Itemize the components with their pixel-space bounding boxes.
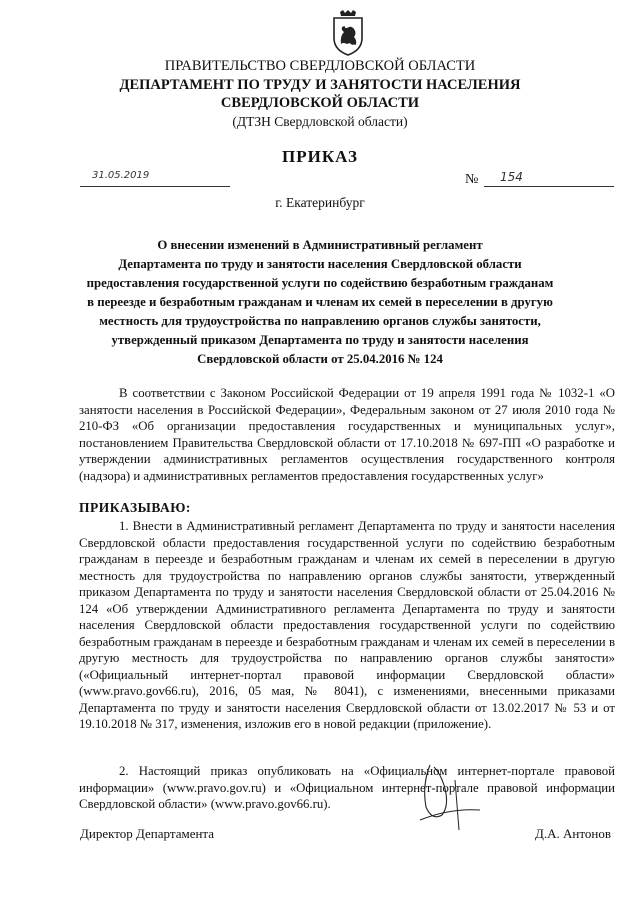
date-value: 31.05.2019 bbox=[92, 170, 150, 181]
order-word: ПРИКАЗЫВАЮ: bbox=[79, 500, 191, 515]
document-type: ПРИКАЗ bbox=[282, 147, 358, 166]
item-2-text: 2. Настоящий приказ опубликовать на «Официальном интернет-портале правовой информации» (www.pravo.gov.ru) и «Официальном интернет-портале правовой информации Свердловской области» (www.pravo.gov66.ru). bbox=[79, 764, 615, 811]
item-2-block bbox=[79, 763, 615, 813]
item-1-block bbox=[79, 518, 615, 733]
title-line: О внесении изменений в Административный регламент bbox=[157, 238, 483, 252]
title-line: Департамента по труду и занятости населения Свердловской области bbox=[118, 257, 522, 271]
signatory-name: Д.А. Антонов bbox=[535, 826, 611, 841]
signatory-position: Директор Департамента bbox=[80, 826, 215, 841]
signature-mark bbox=[400, 760, 490, 840]
coat-of-arms-icon bbox=[330, 10, 366, 56]
preamble-text: В соответствии с Законом Российской Федерации от 19 апреля 1991 года № 1032-1 «О занятости населения в Российской Федерации», Федеральным законом от 27 июля 2010 года № 210-ФЗ «Об организации предоставления государственных и муниципальных услуг», постановлением Правительства Свердловской области от 17.10.2018 № 697-ПП «О разработке и утверждении административных регламентов осуществления государственного контроля (надзора) и административных регламентов предоставления государственных услуг» bbox=[79, 386, 615, 483]
title-line: в переезде и безработным гражданам и членам их семей в переселении в другую bbox=[87, 295, 553, 309]
title-line: утвержденный приказом Департамента по труду и занятости населения bbox=[111, 333, 529, 347]
number-label: № bbox=[465, 172, 479, 187]
government-name: ПРАВИТЕЛЬСТВО СВЕРДЛОВСКОЙ ОБЛАСТИ bbox=[164, 58, 476, 74]
city: г. Екатеринбург bbox=[275, 195, 365, 210]
number-value: 154 bbox=[500, 170, 523, 184]
department-name-line2: СВЕРДЛОВСКОЙ ОБЛАСТИ bbox=[220, 95, 420, 111]
department-name-line1: ДЕПАРТАМЕНТ ПО ТРУДУ И ЗАНЯТОСТИ НАСЕЛЕНИЯ bbox=[119, 77, 521, 93]
title-line: местность для трудоустройства по направлению органов службы занятости, bbox=[99, 314, 541, 328]
preamble-block bbox=[79, 385, 615, 484]
item-1-text: 1. Внести в Административный регламент Департамента по труду и занятости населения Свердловской области предоставления государственной услуги по содействию безработным гражданам в переезде и безработным гражданам и членам их семей в переселении в другую местность для трудоустройства по направлению органов службы занятости, утвержденный приказом Департамента по труду и занятости населения Свердловской области от 25.04.2016 № 124 «Об утверждении Административного регламента Департамента по труду и занятости населения Свердловской области предоставления государственной услуги по содействию безработным гражданам в переезде и безработным гражданам и членам их семей в переселении в другую местность для трудоустройства по направлению органов службы занятости» («Официальный интернет-портал правовой информации Свердловской области» (www.pravo.gov66.ru), 2016, 05 мая, № 8041), с изменениями, внесенными приказами Департамента по труду и занятости населения Свердловской области от 13.02.2017 № 53 и от 19.10.2018 № 317, изменения, изложив его в новой редакции (приложение). bbox=[79, 519, 615, 731]
title-line: Свердловской области от 25.04.2016 № 124 bbox=[197, 352, 443, 366]
order-title bbox=[60, 236, 580, 369]
title-line: предоставления государственной услуги по содействию безработным гражданам bbox=[86, 276, 554, 290]
department-short-name: (ДТЗН Свердловской области) bbox=[232, 114, 408, 129]
